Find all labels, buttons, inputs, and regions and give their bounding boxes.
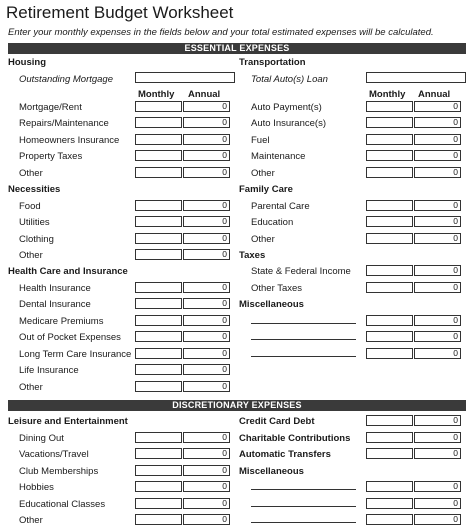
transport-other-annual-field: 0 (414, 167, 461, 178)
other-taxes-annual-field: 0 (414, 282, 461, 293)
homeowners-insurance-label: Homeowners Insurance (19, 135, 120, 146)
misc-name-input-2[interactable] (251, 339, 356, 340)
clothing-label: Clothing (19, 234, 54, 245)
repairs-maintenance-annual-field: 0 (183, 117, 230, 128)
homeowners-insurance-monthly-input[interactable] (135, 134, 182, 145)
necessities-other-annual-field: 0 (183, 249, 230, 260)
misc-name-input-1[interactable] (251, 323, 356, 324)
hobbies-annual-field: 0 (183, 481, 230, 492)
other-taxes-monthly-input[interactable] (366, 282, 413, 293)
state-federal-income-annual-field: 0 (414, 265, 461, 276)
total-auto-loan-input[interactable] (366, 72, 466, 83)
charitable-contributions-annual-field: 0 (414, 432, 461, 443)
monthly-column-header: Monthly (138, 89, 175, 100)
food-monthly-input[interactable] (135, 200, 182, 211)
hobbies-label: Hobbies (19, 482, 54, 493)
maintenance-monthly-input[interactable] (366, 150, 413, 161)
state-federal-income-monthly-input[interactable] (366, 265, 413, 276)
auto-payments-label: Auto Payment(s) (251, 102, 322, 113)
vacations-travel-monthly-input[interactable] (135, 448, 182, 459)
food-label: Food (19, 201, 41, 212)
disc-misc-name-input-2[interactable] (251, 506, 356, 507)
educational-classes-monthly-input[interactable] (135, 498, 182, 509)
auto-payments-annual-field: 0 (414, 101, 461, 112)
out-of-pocket-monthly-input[interactable] (135, 331, 182, 342)
total-auto-loan-label: Total Auto(s) Loan (251, 74, 328, 85)
dental-insurance-monthly-input[interactable] (135, 298, 182, 309)
maintenance-annual-field: 0 (414, 150, 461, 161)
dining-out-label: Dining Out (19, 433, 64, 444)
disc-misc-name-input-3[interactable] (251, 522, 356, 523)
education-monthly-input[interactable] (366, 216, 413, 227)
auto-insurance-annual-field: 0 (414, 117, 461, 128)
vacations-travel-annual-field: 0 (183, 448, 230, 459)
state-federal-income-label: State & Federal Income (251, 266, 351, 277)
misc-1-monthly-input[interactable] (366, 315, 413, 326)
misc-1-annual-field: 0 (414, 315, 461, 326)
charitable-contributions-label: Charitable Contributions (239, 433, 351, 444)
health-other-monthly-input[interactable] (135, 381, 182, 392)
property-taxes-annual-field: 0 (183, 150, 230, 161)
disc-misc-2-annual-field: 0 (414, 498, 461, 509)
auto-payments-monthly-input[interactable] (366, 101, 413, 112)
vacations-travel-label: Vacations/Travel (19, 449, 89, 460)
repairs-maintenance-monthly-input[interactable] (135, 117, 182, 128)
dental-insurance-annual-field: 0 (183, 298, 230, 309)
leisure-other-label: Other (19, 515, 43, 526)
page-title: Retirement Budget Worksheet (6, 3, 234, 22)
family-care-heading: Family Care (239, 184, 293, 195)
housing-other-annual-field: 0 (183, 167, 230, 178)
instructions: Enter your monthly expenses in the fields below and your total estimated expenses will be calculated. (8, 27, 434, 38)
annual-column-header: Annual (188, 89, 221, 100)
necessities-heading: Necessities (8, 184, 61, 195)
credit-card-debt-monthly-input[interactable] (366, 415, 413, 426)
misc-3-monthly-input[interactable] (366, 348, 413, 359)
health-insurance-monthly-input[interactable] (135, 282, 182, 293)
parental-care-label: Parental Care (251, 201, 310, 212)
maintenance-label: Maintenance (251, 151, 306, 162)
fuel-label: Fuel (251, 135, 270, 146)
disc-misc-3-monthly-input[interactable] (366, 514, 413, 525)
charitable-contributions-monthly-input[interactable] (366, 432, 413, 443)
utilities-label: Utilities (19, 217, 50, 228)
health-insurance-annual-field: 0 (183, 282, 230, 293)
fuel-annual-field: 0 (414, 134, 461, 145)
disc-misc-3-annual-field: 0 (414, 514, 461, 525)
transport-other-label: Other (251, 168, 275, 179)
property-taxes-label: Property Taxes (19, 151, 83, 162)
taxes-heading: Taxes (239, 250, 266, 261)
credit-card-debt-label: Credit Card Debt (239, 416, 315, 427)
club-memberships-annual-field: 0 (183, 465, 230, 476)
disc-misc-name-input-1[interactable] (251, 489, 356, 490)
club-memberships-monthly-input[interactable] (135, 465, 182, 476)
medicare-premiums-label: Medicare Premiums (19, 316, 104, 327)
credit-card-debt-annual-field: 0 (414, 415, 461, 426)
fuel-monthly-input[interactable] (366, 134, 413, 145)
housing-other-monthly-input[interactable] (135, 167, 182, 178)
leisure-other-monthly-input[interactable] (135, 514, 182, 525)
out-of-pocket-label: Out of Pocket Expenses (19, 332, 121, 343)
discretionary-expenses-header: DISCRETIONARY EXPENSES (8, 400, 466, 411)
automatic-transfers-annual-field: 0 (414, 448, 461, 459)
misc-2-monthly-input[interactable] (366, 331, 413, 342)
auto-insurance-label: Auto Insurance(s) (251, 118, 326, 129)
discretionary-miscellaneous-heading: Miscellaneous (239, 466, 304, 477)
utilities-monthly-input[interactable] (135, 216, 182, 227)
mortgage-rent-label: Mortgage/Rent (19, 102, 82, 113)
misc-2-annual-field: 0 (414, 331, 461, 342)
long-term-care-label: Long Term Care Insurance (19, 349, 132, 360)
medicare-premiums-annual-field: 0 (183, 315, 230, 326)
mortgage-rent-monthly-input[interactable] (135, 101, 182, 112)
outstanding-mortgage-label: Outstanding Mortgage (19, 74, 114, 85)
necessities-other-monthly-input[interactable] (135, 249, 182, 260)
parental-care-monthly-input[interactable] (366, 200, 413, 211)
long-term-care-annual-field: 0 (183, 348, 230, 359)
utilities-annual-field: 0 (183, 216, 230, 227)
miscellaneous-heading: Miscellaneous (239, 299, 304, 310)
family-other-annual-field: 0 (414, 233, 461, 244)
mortgage-rent-annual-field: 0 (183, 101, 230, 112)
health-other-annual-field: 0 (183, 381, 230, 392)
educational-classes-label: Educational Classes (19, 499, 106, 510)
education-annual-field: 0 (414, 216, 461, 227)
out-of-pocket-annual-field: 0 (183, 331, 230, 342)
educational-classes-annual-field: 0 (183, 498, 230, 509)
outstanding-mortgage-input[interactable] (135, 72, 235, 83)
family-other-label: Other (251, 234, 275, 245)
health-insurance-label: Health Insurance (19, 283, 91, 294)
health-care-heading: Health Care and Insurance (8, 266, 128, 277)
repairs-maintenance-label: Repairs/Maintenance (19, 118, 109, 129)
parental-care-annual-field: 0 (414, 200, 461, 211)
dental-insurance-label: Dental Insurance (19, 299, 91, 310)
dining-out-monthly-input[interactable] (135, 432, 182, 443)
necessities-other-label: Other (19, 250, 43, 261)
misc-3-annual-field: 0 (414, 348, 461, 359)
club-memberships-label: Club Memberships (19, 466, 99, 477)
life-insurance-annual-field: 0 (183, 364, 230, 375)
annual-column-header-right: Annual (418, 89, 451, 100)
essential-expenses-header: ESSENTIAL EXPENSES (8, 43, 466, 54)
transport-other-monthly-input[interactable] (366, 167, 413, 178)
family-other-monthly-input[interactable] (366, 233, 413, 244)
housing-heading: Housing (8, 57, 46, 68)
other-taxes-label: Other Taxes (251, 283, 303, 294)
property-taxes-monthly-input[interactable] (135, 150, 182, 161)
life-insurance-label: Life Insurance (19, 365, 79, 376)
hobbies-monthly-input[interactable] (135, 481, 182, 492)
disc-misc-1-monthly-input[interactable] (366, 481, 413, 492)
auto-insurance-monthly-input[interactable] (366, 117, 413, 128)
leisure-other-annual-field: 0 (183, 514, 230, 525)
disc-misc-1-annual-field: 0 (414, 481, 461, 492)
misc-name-input-3[interactable] (251, 356, 356, 357)
food-annual-field: 0 (183, 200, 230, 211)
health-other-label: Other (19, 382, 43, 393)
clothing-monthly-input[interactable] (135, 233, 182, 244)
disc-misc-2-monthly-input[interactable] (366, 498, 413, 509)
dining-out-annual-field: 0 (183, 432, 230, 443)
medicare-premiums-monthly-input[interactable] (135, 315, 182, 326)
automatic-transfers-label: Automatic Transfers (239, 449, 331, 460)
automatic-transfers-monthly-input[interactable] (366, 448, 413, 459)
transportation-heading: Transportation (239, 57, 306, 68)
education-label: Education (251, 217, 294, 228)
monthly-column-header-right: Monthly (369, 89, 406, 100)
long-term-care-monthly-input[interactable] (135, 348, 182, 359)
housing-other-label: Other (19, 168, 43, 179)
life-insurance-monthly-input[interactable] (135, 364, 182, 375)
leisure-heading: Leisure and Entertainment (8, 416, 128, 427)
clothing-annual-field: 0 (183, 233, 230, 244)
homeowners-insurance-annual-field: 0 (183, 134, 230, 145)
